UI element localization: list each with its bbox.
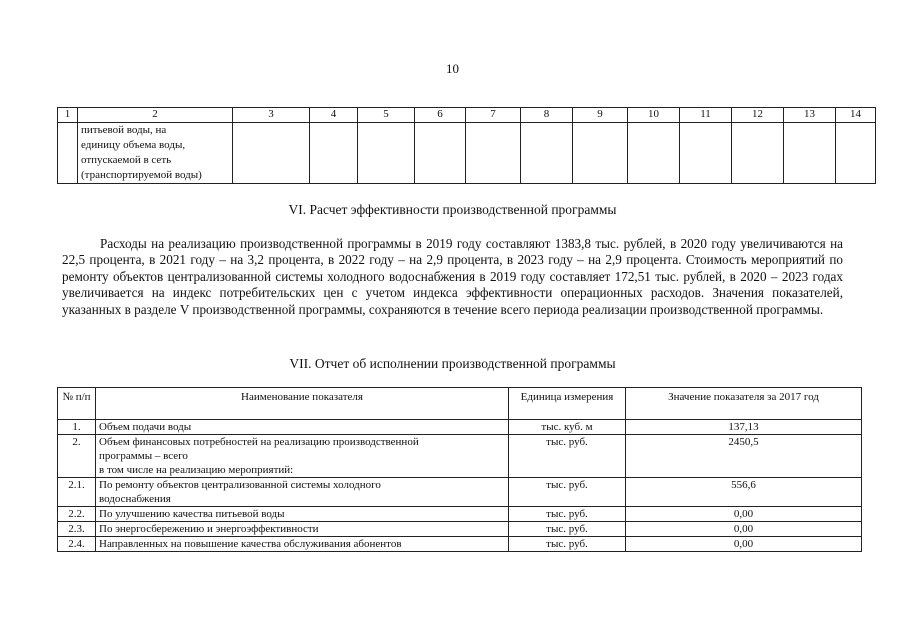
indicator-name <box>96 435 509 478</box>
indicator-name: По энергосбережению и энергоэффективности <box>96 522 509 537</box>
column-number: 4 <box>310 108 358 123</box>
report-table-header-row <box>58 388 862 420</box>
report-table <box>57 387 862 552</box>
text-line: единицу объема воды, <box>81 139 186 151</box>
column-number: 6 <box>415 108 466 123</box>
continuation-table-row <box>58 123 876 184</box>
column-number: 13 <box>784 108 836 123</box>
table-cell <box>628 123 680 184</box>
table-cell <box>732 123 784 184</box>
table-cell <box>310 123 358 184</box>
column-number: 8 <box>521 108 573 123</box>
column-number: 11 <box>680 108 732 123</box>
table-cell <box>836 123 876 184</box>
text-line: отпускаемой в сеть <box>81 154 172 166</box>
row-number: 2.2. <box>58 507 96 522</box>
unit: тыс. руб. <box>509 522 626 537</box>
efficiency-paragraph: Расходы на реализацию производственной программы в 2019 году составляют 1383,8 тыс. рублей, в 2020 году увеличиваются на 22,5 процента, в 2021 году – на 3,2 процента, в 2022 году – на 2,9 процента, в 2023 году – на 2,9 процента. Стоимость мероприятий по ремонту объектов централизованной системы холодного водоснабжения в 2019 году составляет 172,51 тыс. рублей, в 2020 – 2023 годах увеличивается на индекс потребительских цен с учетом индекса эффективности операционных расходов. Значения показателей, указанных в разделе V производственной программы, сохраняются в течение всего периода реализации производственной программы. <box>62 236 843 317</box>
table-row <box>58 435 862 478</box>
column-number: 1 <box>58 108 78 123</box>
text-line: По ремонту объектов централизованной системы холодного <box>99 479 381 491</box>
column-number: 10 <box>628 108 680 123</box>
continuation-table-header-row <box>58 108 876 123</box>
text-line: водоснабжения <box>99 493 171 505</box>
row-number: 2. <box>58 435 96 478</box>
table-cell <box>680 123 732 184</box>
unit: тыс. руб. <box>509 478 626 507</box>
table-row <box>58 507 862 522</box>
section-7-title: VII. Отчет об исполнении производственной программы <box>289 356 616 371</box>
indicator-name-cell <box>78 123 233 184</box>
table-cell <box>58 123 78 184</box>
table-row <box>58 522 862 537</box>
text-line: (транспортируемой воды) <box>81 169 202 181</box>
indicator-name: Направленных на повышение качества обслуживания абонентов <box>96 537 509 552</box>
table-cell <box>233 123 310 184</box>
table-cell <box>358 123 415 184</box>
row-number: 2.1. <box>58 478 96 507</box>
column-number: 14 <box>836 108 876 123</box>
header-value: Значение показателя за 2017 год <box>626 388 862 420</box>
row-number: 2.4. <box>58 537 96 552</box>
indicator-name: Объем подачи воды <box>96 420 509 435</box>
column-number: 9 <box>573 108 628 123</box>
table-cell <box>573 123 628 184</box>
indicator-name <box>96 478 509 507</box>
row-number: 2.3. <box>58 522 96 537</box>
continuation-table <box>57 107 876 184</box>
text-line: программы – всего <box>99 450 188 462</box>
column-number: 2 <box>78 108 233 123</box>
column-number: 3 <box>233 108 310 123</box>
table-cell <box>466 123 521 184</box>
value: 0,00 <box>626 522 862 537</box>
unit: тыс. куб. м <box>509 420 626 435</box>
header-unit: Единица измерения <box>509 388 626 420</box>
column-number: 12 <box>732 108 784 123</box>
row-number: 1. <box>58 420 96 435</box>
header-number: № п/п <box>58 388 96 420</box>
text-line: в том числе на реализацию мероприятий: <box>99 464 294 476</box>
table-row <box>58 420 862 435</box>
text-line: Объем финансовых потребностей на реализацию производственной <box>99 436 419 448</box>
section-6-title: VI. Расчет эффективности производственной программы <box>288 202 617 217</box>
unit: тыс. руб. <box>509 435 626 478</box>
unit: тыс. руб. <box>509 537 626 552</box>
header-indicator-name: Наименование показателя <box>96 388 509 420</box>
page-number: 10 <box>446 61 459 76</box>
table-cell <box>521 123 573 184</box>
value: 556,6 <box>626 478 862 507</box>
text-line: питьевой воды, на <box>81 124 167 136</box>
value: 0,00 <box>626 507 862 522</box>
table-row <box>58 537 862 552</box>
indicator-name: По улучшению качества питьевой воды <box>96 507 509 522</box>
column-number: 7 <box>466 108 521 123</box>
value: 2450,5 <box>626 435 862 478</box>
unit: тыс. руб. <box>509 507 626 522</box>
value: 137,13 <box>626 420 862 435</box>
value: 0,00 <box>626 537 862 552</box>
table-row <box>58 478 862 507</box>
table-cell <box>415 123 466 184</box>
column-number: 5 <box>358 108 415 123</box>
table-cell <box>784 123 836 184</box>
